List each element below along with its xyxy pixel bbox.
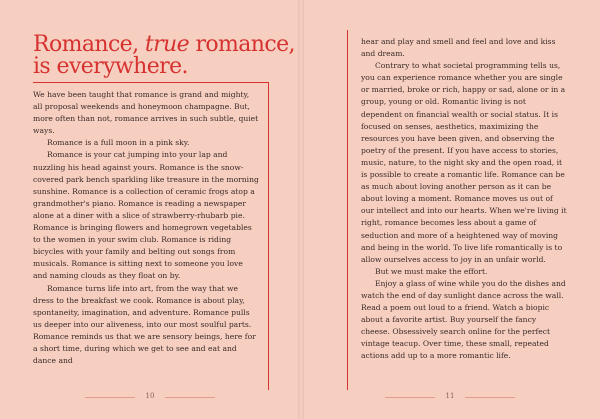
right-page bbox=[300, 0, 600, 419]
right-footer-line-right bbox=[465, 397, 515, 398]
heading-italic-word: true bbox=[144, 32, 190, 57]
left-top-rule bbox=[33, 82, 268, 83]
right-footer-line-left bbox=[385, 397, 435, 398]
right-body-text bbox=[361, 36, 567, 363]
right-paragraph: But we must make the effort. bbox=[375, 266, 488, 276]
left-footer-line-right bbox=[165, 397, 215, 398]
chapter-heading bbox=[33, 32, 295, 79]
right-paragraph: hear and play and smell and feel and love and kiss and dream. bbox=[361, 37, 556, 59]
left-side-rule bbox=[268, 82, 269, 390]
left-paragraph: We have been taught that romance is grand and mighty, all proposal weekends and honeymoon champagne. But, more often than not, romance arrives in such subtle, quiet ways. bbox=[33, 90, 259, 136]
right-side-rule bbox=[347, 30, 348, 390]
left-body-text bbox=[33, 89, 259, 367]
page-number-right: 11 bbox=[445, 392, 455, 400]
left-footer-line-left bbox=[85, 397, 135, 398]
right-paragraph: Contrary to what societal programming tells us, you can experience romance whether you are single or married, broke or rich, happy or sad, alone or in a group, young or old. Romantic living is not dependent on financial wealth or social status. It is focused on senses, aesthetics, maximizing the resources you have been given, and observing the poetry of the present. If you have access to stories, music, nature, to the night sky and the open road, it is possible to create a romantic life. Romance can be as much about loving another person as it can be about loving a moment. Romance moves us out of our intellect and into our hearts. When we're living it right, romance becomes less about a game of seduction and more of a heightened way of moving and being in the world. To live life romantically is to allow ourselves access to joy in an unfair world. bbox=[361, 61, 567, 264]
left-paragraph: Romance turns life into art, from the way that we dress to the breakfast we cook. Romance is about play, spontaneity, imagination, and adventure. Romance pulls us deeper into our aliveness, into our most soulful parts. Romance reminds us that we are sensory beings, here for a short time, during which we get to see and eat and dance and bbox=[33, 283, 256, 366]
page-number-left: 10 bbox=[145, 392, 155, 400]
left-paragraph: Romance is a full moon in a pink sky. bbox=[47, 138, 190, 148]
heading-line-2: is everywhere. bbox=[33, 54, 188, 79]
heading-line-1: Romance, true romance, bbox=[33, 32, 295, 57]
left-paragraph: Romance is your cat jumping into your lap and nuzzling his head against yours. Romance is the snow-covered park bench sparkling like treasure in the morning sunshine. Romance is a collection of ceramic frogs atop a grandmother's piano. Romance is reading a newspaper alone at a diner with a slice of strawberry-rhubarb pie. Romance is bringing flowers and homegrown vegetables to the women in your swim club. Romance is riding bicycles with your family and belting out songs from musicals. Romance is sitting next to someone you love and naming clouds as they float on by. bbox=[33, 150, 259, 281]
right-paragraph: Enjoy a glass of wine while you do the dishes and watch the end of day sunlight dance across the wall. Read a poem out loud to a friend. Watch a biopic about a favorite artist. Buy yourself the fancy cheese. Obsessively search online for the perfect vintage teacup. Over time, these small, repeated actions add up to a more romantic life. bbox=[361, 278, 566, 361]
